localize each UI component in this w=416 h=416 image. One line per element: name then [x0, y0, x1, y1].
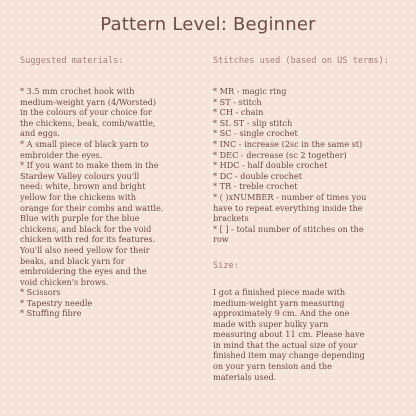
- stitches-heading: Stitches used (based on US terms):: [213, 56, 389, 66]
- materials-list: [20, 86, 210, 319]
- materials-line: * If you want to make them in the: [20, 160, 159, 171]
- size-line: materials used.: [213, 371, 277, 382]
- stitches-list: [213, 86, 409, 245]
- materials-line: the chickens, beak, comb/wattle,: [20, 117, 156, 128]
- stitch-line: row: [213, 234, 229, 245]
- stitch-line: * ST - stitch: [213, 96, 262, 107]
- materials-line: chickens, and black for the void: [20, 223, 152, 234]
- size-line: approximately 9 cm. And the one: [213, 308, 350, 319]
- materials-line: in the colours of your choice for: [20, 107, 152, 118]
- stitch-line: * TR - treble crochet: [213, 181, 298, 192]
- materials-line: * A small piece of black yarn to: [20, 138, 149, 149]
- stitch-line: * ( )xNUMBER - number of times you: [213, 191, 367, 202]
- size-heading: Size:: [213, 260, 239, 271]
- materials-line: orange for their combs and wattle.: [20, 202, 164, 213]
- materials-line: You'll also need yellow for their: [20, 244, 150, 255]
- stitch-line: brackets: [213, 213, 249, 224]
- size-line: medium-weight yarn measuring: [213, 297, 345, 308]
- materials-line: beaks, and black yarn for: [20, 255, 125, 266]
- materials-line: and eggs.: [20, 128, 60, 139]
- stitch-line: * MR - magic ring: [213, 86, 287, 96]
- materials-column: [20, 56, 210, 319]
- size-paragraph: [213, 287, 409, 382]
- size-line: on your yarn tension and the: [213, 361, 332, 372]
- page-title: Pattern Level: Beginner: [100, 14, 316, 35]
- size-line: measuring about 11 cm. Please have: [213, 329, 365, 340]
- stitches-column: [213, 56, 409, 382]
- stitch-line: * DEC - decrease (sc 2 together): [213, 149, 347, 160]
- stitch-line: * [ ] - total number of stitches on the: [213, 223, 364, 234]
- stitch-line: * INC - increase (2sc in the same st): [213, 138, 363, 149]
- materials-line: Stardew Valley colours you'll: [20, 170, 140, 181]
- materials-line: * Stuffing fibre: [20, 308, 82, 319]
- materials-heading: Suggested materials:: [20, 56, 124, 66]
- size-line: I got a finished piece made with: [213, 286, 346, 297]
- materials-line: void chicken's brows.: [20, 276, 109, 287]
- materials-line: Blue with purple for the blue: [20, 213, 140, 224]
- materials-line: embroidering the eyes and the: [20, 266, 147, 277]
- stitch-line: * HDC - half double crochet: [213, 160, 328, 171]
- materials-line: * Scissors: [20, 287, 61, 298]
- materials-line: * 3.5 mm crochet hook with: [20, 86, 135, 96]
- size-line: in mind that the actual size of your: [213, 339, 358, 350]
- stitch-line: * CH - chain: [213, 107, 264, 118]
- materials-line: yellow for the chickens with: [20, 191, 136, 202]
- materials-line: need: white, brown and bright: [20, 181, 146, 192]
- stitch-line: have to repeat everything inside the: [213, 202, 363, 213]
- materials-line: embroider the eyes.: [20, 149, 103, 160]
- size-line: made with super bulky yarn: [213, 318, 329, 329]
- stitch-line: * SL ST - slip stitch: [213, 117, 293, 128]
- stitch-line: * SC - single crochet: [213, 128, 298, 139]
- stitch-line: * DC - double crochet: [213, 170, 302, 181]
- materials-line: medium-weight yarn (4/Worsted): [20, 96, 157, 107]
- size-line: finished item may change depending: [213, 350, 365, 361]
- materials-line: * Tapestry needle: [20, 297, 93, 308]
- materials-line: chicken with red for its features.: [20, 234, 156, 245]
